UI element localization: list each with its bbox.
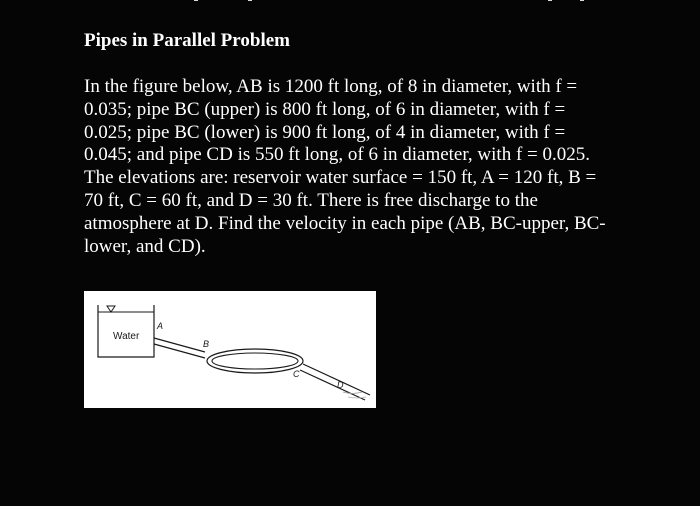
problem-line: 0.045; and pipe CD is 550 ft long, of 6 in diameter, with f = 0.025. xyxy=(84,144,591,166)
point-b-label: B xyxy=(203,339,210,349)
problem-title: Pipes in Parallel Problem xyxy=(84,30,290,51)
clipped-top-text-fragment xyxy=(0,0,700,5)
problem-statement xyxy=(84,76,664,258)
problem-line: 0.035; pipe BC (upper) is 800 ft long, of 6 in diameter, with f = xyxy=(84,98,566,120)
point-a-label: A xyxy=(157,321,164,331)
problem-line: In the figure below, AB is 1200 ft long, of 8 in diameter, with f = xyxy=(84,76,578,97)
figure-background xyxy=(84,291,376,408)
problem-line: The elevations are: reservoir water surface = 150 ft, A = 120 ft, B = xyxy=(84,167,597,189)
point-c-label: C xyxy=(293,369,300,379)
problem-line: 70 ft, C = 60 ft, and D = 30 ft. There is free discharge to the xyxy=(84,189,538,211)
problem-line: atmosphere at D. Find the velocity in each pipe (AB, BC-upper, BC- xyxy=(84,212,606,234)
reservoir-label: Water xyxy=(113,331,140,342)
parallel-pipes-diagram xyxy=(84,291,376,408)
problem-line: lower, and CD). xyxy=(84,235,206,257)
point-d-label: D xyxy=(337,380,344,390)
problem-line: 0.025; pipe BC (lower) is 900 ft long, of 4 in diameter, with f = xyxy=(84,121,566,143)
parallel-pipes-figure xyxy=(84,291,376,408)
